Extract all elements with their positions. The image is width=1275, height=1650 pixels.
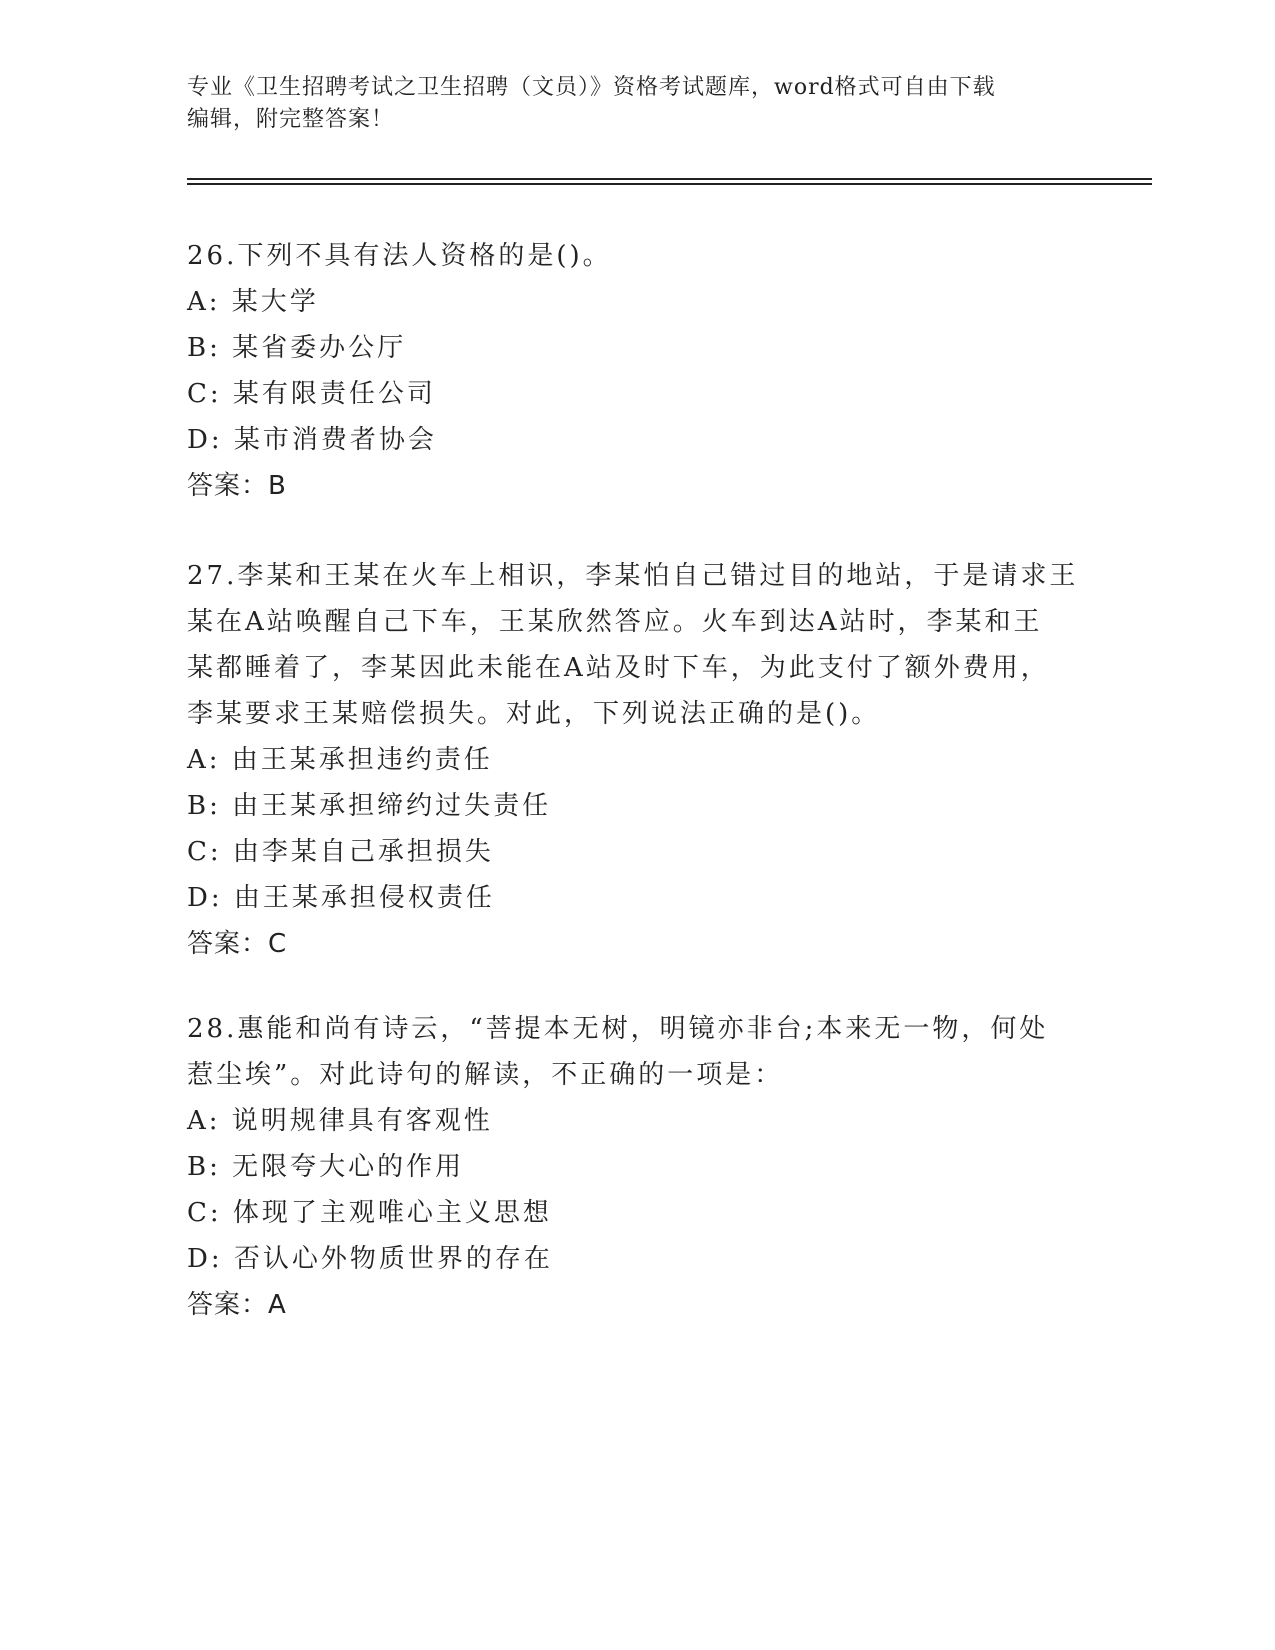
option-d: D: 否认心外物质世界的存在 [187,1244,553,1274]
question-stem-line: 某在A站唤醒自己下车，王某欣然答应。火车到达A站时，李某和王 [187,607,1043,637]
answer-line: 答案：C [187,929,288,959]
answer-line: 答案：A [187,1290,287,1320]
option-c: C: 某有限责任公司 [187,379,436,409]
header-divider-top [187,178,1152,180]
question-28 [187,1006,1087,1328]
question-stem-line: 惹尘埃”。对此诗句的解读，不正确的一项是： [187,1060,784,1090]
question-stem-line: 李某要求王某赔偿损失。对此，下列说法正确的是()。 [187,699,881,729]
option-b: B: 无限夸大心的作用 [187,1152,465,1182]
header-divider-bottom [187,183,1152,185]
question-stem-line: 某都睡着了，李某因此未能在A站及时下车，为此支付了额外费用， [187,653,1050,683]
question-stem-line: 27.李某和王某在火车上相识，李某怕自己错过目的地站，于是请求王 [187,561,1079,591]
header-line-2: 编辑，附完整答案！ [187,107,395,132]
question-stem-line: 28.惠能和尚有诗云，“菩提本无树，明镜亦非台;本来无一物，何处 [187,1014,1049,1044]
option-c: C: 由李某自己承担损失 [187,837,494,867]
option-a: A: 由王某承担违约责任 [187,745,493,775]
question-stem-line: 26.下列不具有法人资格的是()。 [187,241,612,271]
option-a: A: 说明规律具有客观性 [187,1106,493,1136]
option-b: B: 某省委办公厅 [187,333,407,363]
option-d: D: 某市消费者协会 [187,425,437,455]
question-27 [187,553,1087,967]
option-a: A: 某大学 [187,287,319,317]
option-b: B: 由王某承担缔约过失责任 [187,791,552,821]
option-d: D: 由王某承担侵权责任 [187,883,495,913]
option-c: C: 体现了主观唯心主义思想 [187,1198,552,1228]
question-26 [187,233,1087,509]
answer-line: 答案：B [187,471,287,501]
document-header [187,72,1087,136]
header-line-1: 专业《卫生招聘考试之卫生招聘（文员）》资格考试题库，word格式可自由下载 [187,75,996,100]
